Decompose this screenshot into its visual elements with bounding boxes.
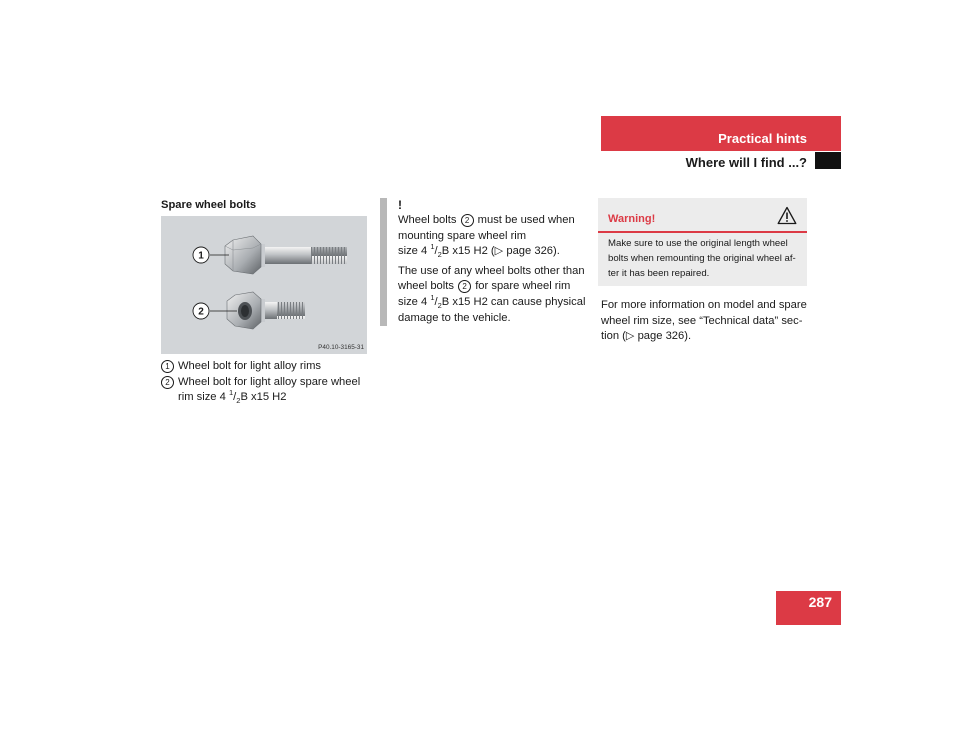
fraction-slash: /: [233, 391, 237, 404]
note-paragraph-1: [398, 213, 606, 260]
warning-divider: [598, 231, 807, 233]
callout-1-label: 1: [198, 250, 204, 262]
note-text: The use of any wheel bolts other than: [398, 264, 585, 277]
section-title: Spare wheel bolts: [161, 199, 257, 211]
note-block: [398, 198, 606, 330]
warning-box: [598, 198, 807, 286]
note-text: mounting spare wheel rim: [398, 229, 527, 242]
fraction-numerator: 1: [430, 242, 435, 252]
page-number: 287: [808, 594, 832, 610]
warning-triangle-icon: [777, 206, 797, 225]
fraction-numerator: 1: [430, 292, 435, 302]
warning-text: bolts when remounting the original wheel af-: [608, 252, 796, 264]
note-text: must be used when: [474, 214, 575, 226]
more-info-page-reference: tion (▷ page 326).: [601, 330, 692, 343]
legend-text-2-tail: B x15 H2: [240, 391, 287, 404]
legend-text-2-line2: rim size 4: [178, 391, 229, 404]
legend-number-2: 2: [161, 376, 174, 389]
legend-item-2: [161, 375, 371, 406]
long-wheel-bolt: [225, 236, 347, 274]
fraction-numerator: 1: [228, 388, 234, 398]
fraction-denominator: 2: [437, 300, 442, 310]
inline-number: 2: [458, 280, 471, 293]
exclamation-icon: !: [398, 198, 402, 212]
section-subtitle: Where will I find ...?: [685, 155, 807, 170]
inline-number: 2: [461, 214, 474, 227]
warning-body: [608, 237, 804, 281]
legend-item-1: [161, 359, 371, 375]
more-info-text: For more information on model and spare: [601, 299, 807, 311]
fraction-slash: /: [434, 245, 438, 258]
note-text: damage to the vehicle.: [398, 311, 511, 324]
header-black-tab: [815, 152, 841, 169]
short-wheel-bolt: [227, 292, 305, 329]
note-text: size 4: [398, 245, 431, 258]
legend-text-2: [178, 375, 360, 406]
callout-2-label: 2: [198, 306, 204, 318]
fraction-slash: /: [434, 295, 438, 308]
note-page-reference: B x15 H2 (▷ page 326).: [441, 245, 560, 258]
figure-code: P40.10-3165-31: [318, 344, 364, 351]
warning-text: ter it has been repaired.: [608, 267, 710, 279]
wheel-bolts-illustration: [161, 216, 367, 354]
legend-text-2-line1: Wheel bolt for light alloy spare wheel: [178, 375, 361, 388]
fraction-denominator: 2: [236, 396, 241, 406]
fraction-denominator: 2: [437, 250, 442, 260]
figure-legend: [161, 359, 371, 406]
note-text: Wheel bolts: [398, 214, 460, 226]
note-side-bar: [380, 198, 387, 326]
more-info-text: wheel rim size, see “Technical data” sec-: [601, 314, 803, 327]
note-text: B x15 H2 can cause physical: [441, 295, 586, 308]
warning-title: Warning!: [608, 213, 656, 225]
more-info-paragraph: [601, 298, 811, 345]
note-text: wheel bolts: [398, 280, 458, 293]
note-paragraph-2: [398, 264, 606, 326]
warning-text: Make sure to use the original length wheel: [608, 238, 788, 249]
chapter-title: Practical hints: [718, 131, 807, 146]
legend-text-1: Wheel bolt for light alloy rims: [178, 360, 322, 372]
wheel-bolts-figure: [161, 216, 367, 354]
note-text: for spare wheel rim: [472, 280, 571, 293]
note-text: size 4: [398, 295, 431, 308]
callout-1: [193, 247, 229, 263]
legend-number-1: 1: [161, 360, 174, 373]
